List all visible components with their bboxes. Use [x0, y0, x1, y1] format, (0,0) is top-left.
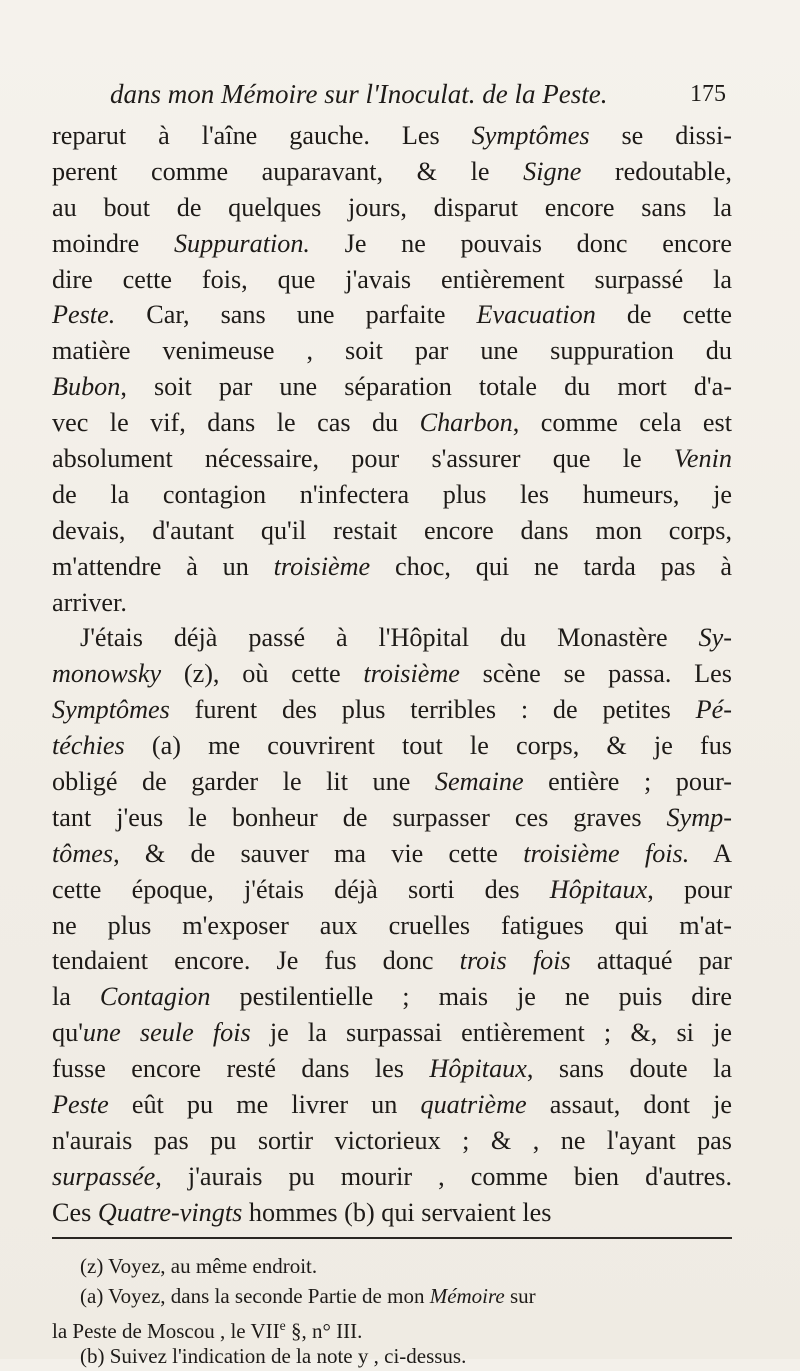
text-line: fusse encore resté dans les Hôpitaux, sans doute la [52, 1054, 732, 1084]
footnote-line: (a) Voyez, dans la seconde Partie de mon Mémoire sur [80, 1284, 536, 1308]
footnotes [52, 1251, 732, 1371]
text-line: moindre Suppuration. Je ne pouvais donc encore [52, 228, 732, 258]
text-line: J'étais déjà passé à l'Hôpital du Monastère Sy- [80, 623, 732, 653]
running-head-title: dans mon Mémoire sur l'Inoculat. de la Peste. [110, 79, 608, 109]
text-line: ne plus m'exposer aux cruelles fatigues qui m'at- [52, 910, 732, 940]
footnote-line: la Peste de Moscou , le VIIe §, n° III. [52, 1318, 363, 1343]
text-line: au bout de quelques jours, disparut encore sans la [52, 192, 732, 222]
text-line: la Contagion pestilentielle ; mais je ne puis dire [52, 982, 732, 1012]
text-line: Peste. Car, sans une parfaite Evacuation de cette [52, 300, 732, 330]
text-line: tômes, & de sauver ma vie cette troisième fois. A [52, 838, 733, 868]
text-line: Symptômes furent des plus terribles : de petites Pé- [52, 695, 732, 725]
text-line: obligé de garder le lit une Semaine entière ; pour- [52, 767, 732, 797]
text-line: devais, d'autant qu'il restait encore dans mon corps, [52, 515, 732, 545]
text-line: de la contagion n'infectera plus les humeurs, je [52, 479, 732, 509]
page-number: 175 [690, 81, 726, 107]
running-head [110, 76, 726, 112]
text-line: n'aurais pas pu sortir victorieux ; & , ne l'ayant pas [52, 1125, 732, 1155]
text-line: téchies (a) me couvrirent tout le corps, & je fus [52, 731, 732, 761]
text-line: Ces Quatre-vingts hommes (b) qui servaient les [52, 1197, 552, 1227]
footnote-line: (z) Voyez, au même endroit. [80, 1254, 318, 1278]
body-text [52, 118, 732, 1231]
text-line: qu'une seule fois je la surpassai entièrement ; &, si je [52, 1018, 732, 1048]
text-line: surpassée, j'aurais pu mourir , comme bien d'autres. [52, 1161, 732, 1191]
text-line: Peste eût pu me livrer un quatrième assaut, dont je [52, 1090, 732, 1120]
text-line: Bubon, soit par une séparation totale du mort d'a- [52, 372, 732, 402]
text-line: tant j'eus le bonheur de surpasser ces graves Symp- [52, 802, 732, 832]
text-line: reparut à l'aîne gauche. Les Symptômes se dissi- [52, 121, 732, 150]
text-line: vec le vif, dans le cas du Charbon, comme cela est [52, 408, 732, 438]
text-line: matière venimeuse , soit par une suppuration du [52, 336, 732, 366]
text-line: arriver. [52, 587, 127, 617]
text-line: absolument nécessaire, pour s'assurer que le Venin [52, 444, 732, 474]
text-line: monowsky (z), où cette troisième scène se passa. Les [52, 659, 732, 689]
text-line: dire cette fois, que j'avais entièrement surpassé la [52, 264, 732, 294]
footnote-line: (b) Suivez l'indication de la note y , ci-dessus. [80, 1344, 467, 1368]
text-line: tendaient encore. Je fus donc trois fois attaqué par [52, 946, 733, 976]
text-line: perent comme auparavant, & le Signe redoutable, [52, 156, 732, 186]
footnote-rule [52, 1237, 732, 1239]
text-line: cette époque, j'étais déjà sorti des Hôpitaux, pour [52, 874, 732, 904]
text-line: m'attendre à un troisième choc, qui ne tarda pas à [52, 551, 732, 581]
